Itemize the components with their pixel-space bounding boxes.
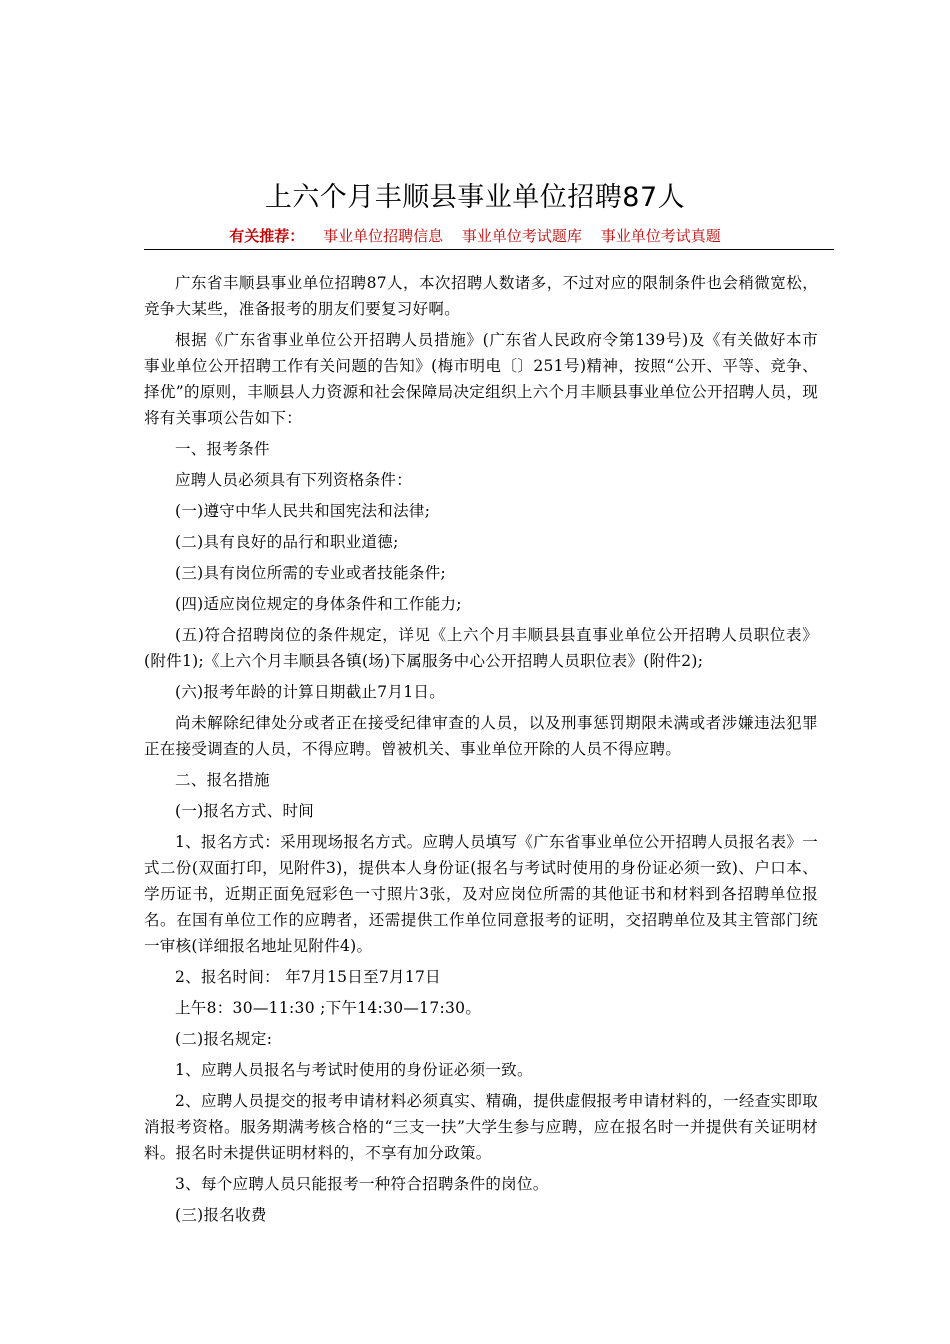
recommend-bar (0, 224, 950, 248)
paragraph: 广东省丰顺县事业单位招聘87人，本次招聘人数诸多，不过对应的限制条件也会稍微宽松，竞争大某些，准备报考的朋友们要复习好啊。 (144, 274, 818, 318)
recommend-lead: 有关推荐： (229, 227, 305, 245)
list-item: (三)具有岗位所需的专业或者技能条件; (175, 564, 447, 582)
header-divider (144, 249, 834, 250)
list-item: (二)具有良好的品行和职业道德; (175, 533, 399, 551)
list-item: (一)遵守中华人民共和国宪法和法律; (175, 502, 431, 520)
section-heading: 一、报考条件 (175, 440, 270, 458)
document-title: 上六个月丰顺县事业单位招聘87人 (264, 182, 686, 213)
document-body (144, 270, 818, 1233)
subsection-heading: (一)报名方式、时间 (175, 802, 315, 820)
subsection-heading: (三)报名收费 (175, 1206, 267, 1224)
subsection-heading: (二)报名规定: (175, 1030, 273, 1048)
list-item: (六)报考年龄的计算日期截止7月1日。 (175, 683, 446, 701)
list-item: (五)符合招聘岗位的条件规定，详见《上六个月丰顺县县直事业单位公开招聘人员职位表》(附件1);《上六个月丰顺县各镇(场)下属服务中心公开招聘人员职位表》(附件2); (144, 626, 818, 670)
paragraph: 尚未解除纪律处分或者正在接受纪律审查的人员，以及刑事惩罚期限未满或者涉嫌违法犯罪正在接受调查的人员，不得应聘。曾被机关、事业单位开除的人员不得应聘。 (144, 714, 818, 758)
paragraph: 2、应聘人员提交的报考申请材料必须真实、精确，提供虚假报考申请材料的，一经查实即取消报考资格。服务期满考核合格的“三支一扶”大学生参与应聘，应在报名时一并提供有关证明材料。报名时未提供证明材料的，不享有加分政策。 (144, 1092, 818, 1162)
paragraph: 2、报名时间： 年7月15日至7月17日 (175, 968, 441, 986)
section-heading: 二、报名措施 (175, 771, 270, 789)
paragraph: 3、每个应聘人员只能报考一种符合招聘条件的岗位。 (175, 1175, 549, 1193)
list-item: (四)适应岗位规定的身体条件和工作能力; (175, 595, 462, 613)
paragraph: 1、应聘人员报名与考试时使用的身份证必须一致。 (175, 1061, 533, 1079)
paragraph: 根据《广东省事业单位公开招聘人员措施》(广东省人民政府令第139号)及《有关做好本市事业单位公开招聘工作有关问题的告知》(梅市明电〔〕251号)精神，按照“公开、平等、竞争、择优”的原则，丰顺县人力资源和社会保障局决定组织上六个月丰顺县事业单位公开招聘人员，现将有关事项公告如下： (144, 331, 818, 427)
recommend-link-recruitment-info[interactable]: 事业单位招聘信息 (323, 227, 444, 245)
paragraph: 上午8：30—11:30 ;下午14:30—17:30。 (175, 999, 482, 1017)
recommend-link-past-exams[interactable]: 事业单位考试真题 (600, 227, 721, 245)
paragraph: 1、报名方式：采用现场报名方式。应聘人员填写《广东省事业单位公开招聘人员报名表》一式二份(双面打印，见附件3)，提供本人身份证(报名与考试时使用的身份证必须一致)、户口本、学历证书，近期正面免冠彩色一寸照片3张，及对应岗位所需的其他证书和材料到各招聘单位报名。在国有单位工作的应聘者，还需提供工作单位同意报考的证明，交招聘单位及其主管部门统一审核(详细报名地址见附件4)。 (144, 833, 818, 955)
paragraph: 应聘人员必须具有下列资格条件： (175, 471, 413, 489)
recommend-link-question-bank[interactable]: 事业单位考试题库 (461, 227, 582, 245)
